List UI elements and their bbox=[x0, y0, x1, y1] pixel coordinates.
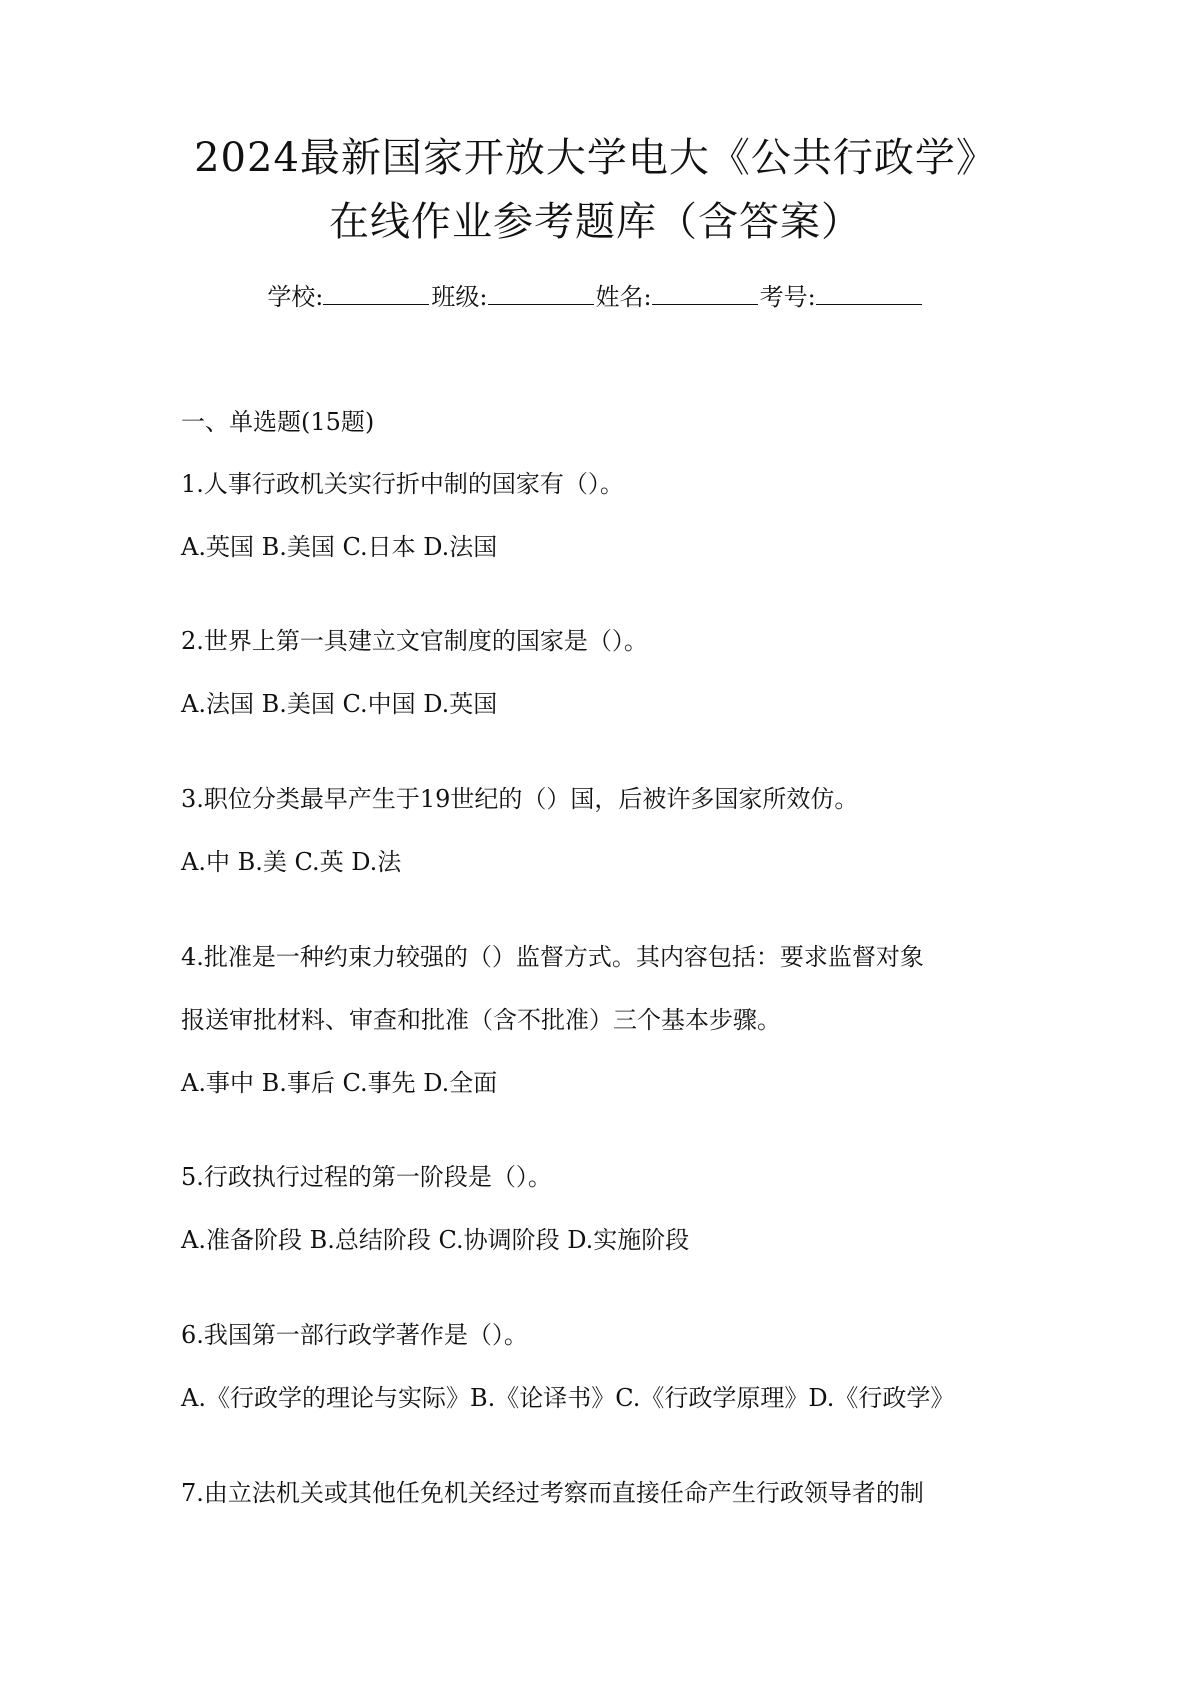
question-4-stem-line-2: 报送审批材料、审查和批准（含不批准）三个基本步骤。 bbox=[181, 1006, 781, 1034]
class-field bbox=[431, 282, 595, 312]
exam-number-blank bbox=[816, 282, 922, 305]
question-3-options: A.中 B.美 C.英 D.法 bbox=[181, 848, 402, 876]
class-blank bbox=[488, 282, 594, 305]
question-3-stem: 3.职位分类最早产生于19世纪的（）国，后被许多国家所效仿。 bbox=[181, 785, 859, 813]
class-label: 班级: bbox=[431, 283, 488, 311]
document-title-line-1: 2024最新国家开放大学电大《公共行政学》 bbox=[194, 135, 997, 181]
question-2-stem: 2.世界上第一具建立文官制度的国家是（）。 bbox=[181, 627, 648, 655]
question-4-options: A.事中 B.事后 C.事先 D.全面 bbox=[181, 1069, 498, 1097]
question-7-stem: 7.由立法机关或其他任免机关经过考察而直接任命产生行政领导者的制 bbox=[181, 1479, 924, 1507]
question-2-options: A.法国 B.美国 C.中国 D.英国 bbox=[181, 690, 498, 718]
question-6-options: A.《行政学的理论与实际》B.《论译书》C.《行政学原理》D.《行政学》 bbox=[181, 1384, 955, 1412]
name-field bbox=[596, 282, 760, 312]
student-info-row bbox=[0, 282, 1191, 312]
exam-number-field bbox=[760, 282, 924, 312]
school-label: 学校: bbox=[267, 283, 324, 311]
question-5-options: A.准备阶段 B.总结阶段 C.协调阶段 D.实施阶段 bbox=[181, 1226, 690, 1254]
question-5-stem: 5.行政执行过程的第一阶段是（）。 bbox=[181, 1163, 552, 1191]
question-1-stem: 1.人事行政机关实行折中制的国家有（）。 bbox=[181, 470, 624, 498]
question-4-stem-line-1: 4.批准是一种约束力较强的（）监督方式。其内容包括：要求监督对象 bbox=[181, 943, 924, 971]
question-6-stem: 6.我国第一部行政学著作是（）。 bbox=[181, 1321, 528, 1349]
school-field bbox=[267, 282, 431, 312]
question-1-options: A.英国 B.美国 C.日本 D.法国 bbox=[181, 533, 498, 561]
school-blank bbox=[323, 282, 429, 305]
name-label: 姓名: bbox=[595, 283, 652, 311]
document-title-line-2: 在线作业参考题库（含答案） bbox=[329, 199, 862, 245]
exam-number-label: 考号: bbox=[759, 283, 816, 311]
name-blank bbox=[652, 282, 758, 305]
section-heading: 一、单选题(15题) bbox=[181, 408, 375, 436]
